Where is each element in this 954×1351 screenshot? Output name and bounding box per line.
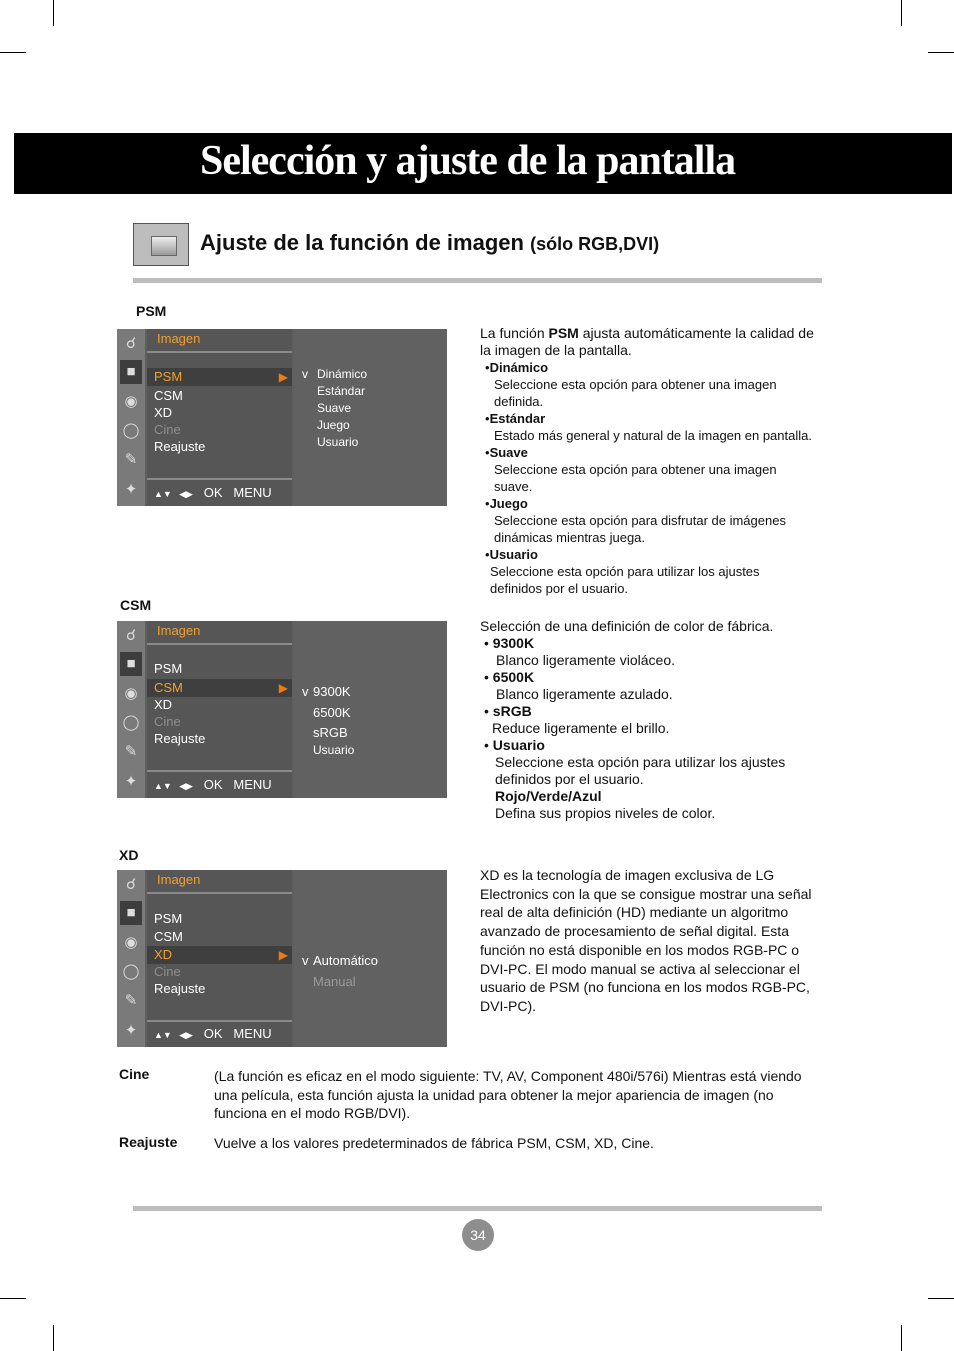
osd-header: Imagen — [157, 623, 201, 638]
crop-mark — [901, 1325, 902, 1351]
cine-description: (La función es eficaz en el modo siguiente: TV, AV, Component 480i/576i) Mientras está viendo una película, esta función ajusta la unidad para obtener la mejor apariencia de imagen (no funciona en el modo RGB/DVI). — [214, 1068, 802, 1121]
arrow-right-icon: ▶ — [278, 370, 288, 384]
option-suave[interactable]: Suave — [317, 401, 352, 415]
xd-label: XD — [119, 847, 139, 863]
special-icon: ✦ — [124, 1022, 138, 1039]
sound-icon: ◉ — [124, 934, 138, 951]
menu-item-reajuste[interactable]: Reajuste — [154, 439, 206, 454]
divider — [147, 770, 292, 772]
page-number: 34 — [462, 1219, 494, 1251]
osd-submenu — [294, 621, 447, 798]
up-down-arrows-icon: ▲▼ — [154, 1030, 172, 1040]
menu-item-csm[interactable]: CSM — [154, 388, 183, 403]
reajuste-description: Vuelve a los valores predeterminados de fábrica PSM, CSM, XD, Cine. — [214, 1135, 654, 1151]
osd-menu-panel — [147, 870, 292, 1047]
crop-mark — [0, 1298, 26, 1299]
screen-icon: ■ — [120, 901, 142, 925]
osd-submenu — [294, 870, 447, 1047]
left-right-arrows-icon: ◀▶ — [179, 1030, 193, 1040]
reajuste-label: Reajuste — [119, 1134, 178, 1150]
option-dinamico[interactable]: Dinámico — [317, 367, 368, 381]
menu-item-xd[interactable]: XD — [154, 947, 173, 962]
osd-menu-panel — [147, 621, 292, 798]
option-estandar[interactable]: Estándar — [317, 384, 366, 398]
check-mark-icon: v — [302, 684, 309, 699]
time-icon: ◯ — [122, 422, 140, 439]
csm-label: CSM — [120, 597, 152, 613]
osd-icon-column — [117, 329, 145, 506]
page-title: Selección y ajuste de la pantalla — [200, 138, 736, 184]
osd-menu-psm — [117, 329, 447, 506]
left-right-arrows-icon: ◀▶ — [179, 489, 193, 499]
menu-item-reajuste[interactable]: Reajuste — [154, 731, 206, 746]
osd-menu-xd — [117, 870, 447, 1047]
picture-section-icon — [133, 223, 189, 266]
option-manual[interactable]: Manual — [313, 974, 356, 989]
arrow-right-icon: ▶ — [278, 948, 288, 962]
osd-nav-hint: ▲▼ ◀▶ OK MENU — [154, 1026, 272, 1041]
osd-submenu — [294, 329, 447, 506]
left-right-arrows-icon: ◀▶ — [179, 781, 193, 791]
special-icon: ✦ — [124, 773, 138, 790]
option-6500k[interactable]: 6500K — [313, 705, 351, 720]
option-icon: ✎ — [124, 743, 138, 760]
menu-item-psm[interactable]: PSM — [154, 369, 183, 384]
menu-item-csm[interactable]: CSM — [154, 929, 183, 944]
divider — [147, 643, 292, 645]
menu-item-psm[interactable]: PSM — [154, 661, 183, 676]
cine-label: Cine — [119, 1066, 150, 1082]
crop-mark — [928, 52, 954, 53]
menu-item-xd[interactable]: XD — [154, 697, 173, 712]
osd-icon-column — [117, 870, 145, 1047]
sound-icon: ◉ — [124, 685, 138, 702]
screen-icon: ■ — [120, 652, 142, 676]
section-rule — [133, 278, 822, 283]
crop-mark — [53, 1325, 54, 1351]
special-icon: ✦ — [124, 481, 138, 498]
picture-adjust-icon: ☌ — [125, 876, 137, 893]
osd-header: Imagen — [157, 872, 201, 887]
menu-item-csm[interactable]: CSM — [154, 680, 183, 695]
option-icon: ✎ — [124, 451, 138, 468]
footer-rule — [133, 1206, 822, 1211]
check-mark-icon: v — [302, 367, 308, 381]
crop-mark — [0, 52, 26, 53]
option-juego[interactable]: Juego — [317, 418, 350, 432]
screen-icon: ■ — [120, 360, 142, 384]
option-icon: ✎ — [124, 992, 138, 1009]
picture-adjust-icon: ☌ — [125, 627, 137, 644]
psm-description: La función PSM ajusta automáticamente la calidad de la imagen de la pantalla. •Dinámico Seleccione esta opción para obtener una imagen definida. •Estándar Estado más general y natural de la imagen en pantalla. •Suave Seleccione esta opción para obtener una imagen suave. •Juego Seleccione esta opción para disfrutar de imágenes dinámicas mientras juega. •Usuario Seleccione esta opción para utilizar los ajustes definidos por el usuario. — [480, 325, 814, 596]
menu-item-cine[interactable]: Cine — [154, 964, 181, 979]
menu-item-reajuste[interactable]: Reajuste — [154, 981, 206, 996]
osd-header: Imagen — [157, 331, 201, 346]
option-usuario[interactable]: Usuario — [313, 743, 355, 757]
crop-mark — [53, 0, 54, 26]
crop-mark — [928, 1298, 954, 1299]
divider — [147, 351, 292, 353]
option-9300k[interactable]: 9300K — [313, 684, 351, 699]
csm-description: Selección de una definición de color de fábrica. • 9300K Blanco ligeramente violáceo. • 6500K Blanco ligeramente azulado. • sRGB Reduce ligeramente el brillo. • Usuario Seleccione esta opción para utilizar los ajustes definidos por el usuario. Rojo/Verde/Azul Defina sus propios niveles de color. — [480, 618, 786, 821]
arrow-right-icon: ▶ — [278, 681, 288, 695]
divider — [147, 1020, 292, 1022]
divider — [147, 478, 292, 480]
option-usuario[interactable]: Usuario — [317, 435, 359, 449]
up-down-arrows-icon: ▲▼ — [154, 781, 172, 791]
option-srgb[interactable]: sRGB — [313, 725, 348, 740]
xd-description: XD es la tecnología de imagen exclusiva de LG Electronics con la que se consigue mostrar una señal real de alta definición (HD) mediante un algoritmo avanzado de procesamiento de señal digital. Esta función no está disponible en los modos RGB-PC o DVI-PC. El modo manual se activa al seleccionar el usuario de PSM (no funciona en los modos RGB-PC, DVI-PC). — [480, 867, 812, 1014]
osd-nav-hint: ▲▼ ◀▶ OK MENU — [154, 777, 272, 792]
osd-icon-column — [117, 621, 145, 798]
divider — [147, 892, 292, 894]
up-down-arrows-icon: ▲▼ — [154, 489, 172, 499]
crop-mark — [901, 0, 902, 26]
picture-adjust-icon: ☌ — [125, 335, 137, 352]
option-automatico[interactable]: Automático — [313, 953, 379, 968]
time-icon: ◯ — [122, 963, 140, 980]
psm-label: PSM — [136, 303, 167, 319]
osd-menu-csm — [117, 621, 447, 798]
sound-icon: ◉ — [124, 393, 138, 410]
osd-menu-panel — [147, 329, 292, 506]
menu-item-cine[interactable]: Cine — [154, 422, 181, 437]
time-icon: ◯ — [122, 714, 140, 731]
menu-item-psm[interactable]: PSM — [154, 911, 183, 926]
osd-nav-hint: ▲▼ ◀▶ OK MENU — [154, 485, 272, 500]
menu-item-xd[interactable]: XD — [154, 405, 173, 420]
check-mark-icon: v — [302, 953, 309, 968]
section-title: Ajuste de la función de imagen (sólo RGB,DVI) — [200, 230, 660, 255]
menu-item-cine[interactable]: Cine — [154, 714, 181, 729]
